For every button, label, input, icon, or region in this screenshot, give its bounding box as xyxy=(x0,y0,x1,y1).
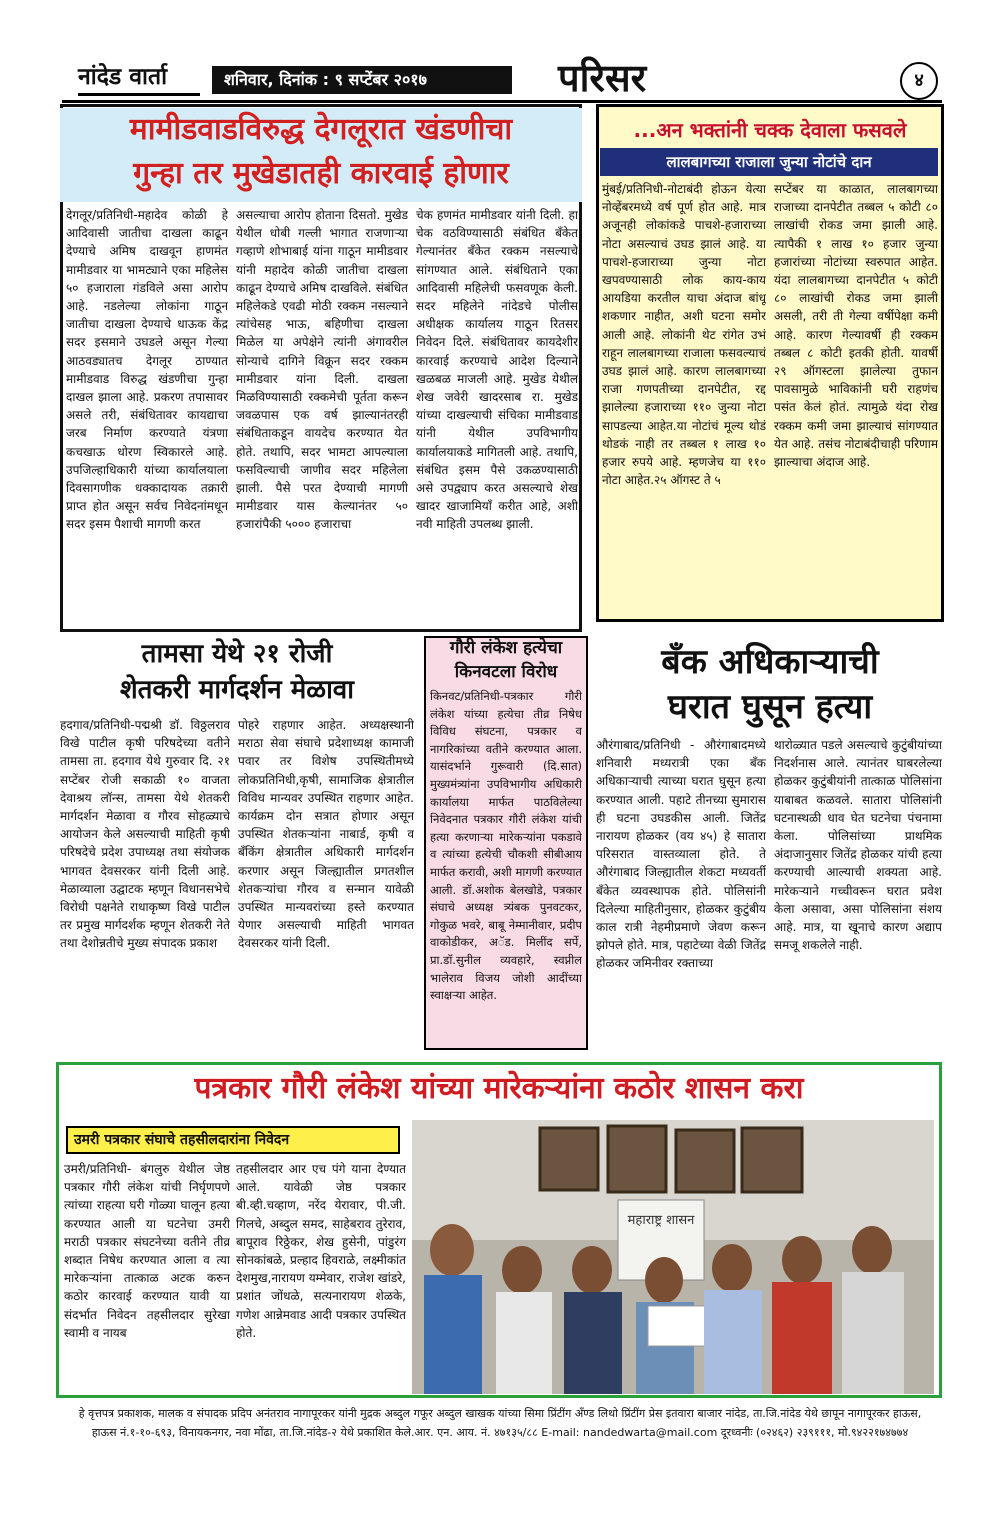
story-mamidwad-col3: चेक हणमंत मामीडवार यांनी दिली. हा चेक वठविण्यासाठी संबंधित बँकेत गेल्यानंतर बँकेत रक्कम नसल्याचे सांगण्यात आले. संबंधिताने एका आदिवासी महिलेची फसवणूक केली. सदर महिलेने नांदेडचे पोलीस अधीक्षक कार्यालय गाठून रितसर निवेदन दिले. संबंधितावर कायदेशीर कारवाई करण्याचे आदेश दिल्याने खळबळ माजली आहे. मुखेड येथील शेख जवेरी खादरसाब रा. मुखेड यांच्या दाखल्याची संचिका मामीडवाड यांनी येथील उपविभागीय कार्यालयाकडे मागितली आहे. तथापि, संबंधित इसम पैसे उकळण्यासाठी असे उपद्व्याप करत असल्याचे शेख खादर खाजामियाँ करीत आहे, अशी नवी माहिती उपलब्ध झाली. xyxy=(416,208,578,532)
headline-line-2: किनवटला विरोध xyxy=(454,662,558,682)
story-tamsa-col2: पोहरे राहणार आहेत. अध्यक्षस्थानी मराठा सेवा संघाचे प्रदेशाध्यक्ष कामाजी पवार तर विशेष उपस्थितीमध्ये लोकप्रतिनिधी,कृषी, सामाजिक क्षेत्रातील विविध मान्यवर उपस्थित राहणार आहेत. कार्यक्रम दोन सत्रात होणार असून उपस्थित शेतकऱ्यांना नाबार्ड, कृषी व बँकिंग क्षेत्रातील अधिकारी मार्गदर्शन करणार असून जिल्ह्यातील प्रगतशील शेतकऱ्यांचा गौरव व सन्मान यावेळी उपस्थित मान्यवरांच्या हस्ते करण्यात येणार असल्याची माहिती भागवत देवसरकर यांनी दिली. xyxy=(238,718,414,951)
headline-line-1: तामसा येथे २१ रोजी xyxy=(141,639,333,669)
story-tamsa-col1: हदगाव/प्रतिनिधी-पद्मश्री डॉ. विठ्ठलराव विखे पाटील कृषी परिषदेच्या वतीने तामसा ता. हदगाव येथे गुरुवार दि. २१ सप्टेंबर रोजी सकाळी १० वाजता देवाश्रय लॉन्स, तामसा येथे शेतकरी मार्गदर्शन मेळावा व गौरव सोहळ्याचे आयोजन केले असल्याची माहिती कृषी परिषदेचे प्रदेश उपाध्यक्ष तथा संयोजक भागवत देवसरकर यांनी दिली आहे. मेळाव्याला उद्घाटक म्हणून विधानसभेचे विरोधी पक्षनेते राधाकृष्ण विखे पाटील तर प्रमुख मार्गदर्शक म्हणून शेतकरी नेते तथा देशोन्नतीचे मुख्य संपादक प्रकाश xyxy=(60,718,230,951)
story-tamsa-headline xyxy=(58,636,416,710)
headline-line-2: गुन्हा तर मुखेडातही कारवाई होणार xyxy=(133,156,509,191)
story-lalbaug-col2: सप्टेंबर या काळात, लालबागच्या राजाच्या दानपेटीत तब्बल ५ कोटी ८० लाखांची रोकड जमा झाली आहे. त्यापैकी १ लाख १० हजार जुन्या हजारांच्या नोटांच्या स्वरुपात आहेत. यंदा लालबागच्या दानपेटीत ५ कोटी ८० लाखांची रोकड जमा झाली असली, तरी ती गेल्या वर्षीपेक्षा कमी आहे. कारण गेल्यावर्षी ही रक्कम तब्बल ८ कोटी इतकी होती. यावर्षी २९ ऑगस्टला झालेल्या तुफान पावसामुळे भाविकांनी घरी राहणंच पसंत केलं होतं. त्यामुळे यंदा रोख रक्कम कमी जमा झाल्याचं सांगण्यात येत आहे. तसंच नोटाबंदीचाही परिणाम झाल्याचा अंदाज आहे. xyxy=(774,182,938,470)
story-kinwat-headline xyxy=(424,636,588,686)
story-mamidwad-headline xyxy=(60,108,582,202)
story-umri-col1: उमरी/प्रतिनिधी- बंगलुरु येथील जेष्ठ पत्रकार गौरी लंकेश यांची निर्घृणपणे त्यांच्या राहत्या घरी गोळ्या घालून हत्या करण्यात आली या घटनेचा उमरी मराठी पत्रकार संघटनेच्या वतीने तीव्र शब्दात निषेध करण्यात आला व त्या मारेकऱ्यांना तात्काळ अटक करुन कठोर कारवाई करण्यात यावी या संदर्भात निवेदन तहसीलदार सुरेखा स्वामी व नायब xyxy=(64,1162,230,1340)
date-bar: शनिवार, दिनांक : ९ सप्टेंबर २०१७ xyxy=(212,66,512,94)
section-title: परिसर xyxy=(558,55,647,100)
headline-line-1: गौरी लंकेश हत्येचा xyxy=(449,638,563,658)
story-umri-col2: तहसीलदार आर एच पंगे याना देण्यात आले. यावेळी जेष्ठ पत्रकार बी.व्ही.चव्हाण, नरेंद येरावार, पी.जी. गिलचे, अब्दुल समद, साहेबराव तुरेराव, बापूराव रिठ्ठेकर, शेख हुसेनी, पांडुरंग सोनकांबळे, प्रल्हाद हिवराळे, लक्ष्मीकांत देशमुख,नारायण यम्मेवार, राजेश खांडरे, प्रशांत जोंधळे, सत्यनारायण शेळके, गणेश आन्नेमवाड आदी पत्रकार उपस्थित होते. xyxy=(236,1162,406,1340)
masthead-name: नांदेड वार्ता xyxy=(78,62,200,96)
story-bank-col2: थारोळ्यात पडले असल्याचे कुटुंबीयांच्या निदर्शनास आले. त्यानंतर घाबरलेल्या होळकर कुटुंबीयांनी तात्काळ पोलिसांना याबाबत कळवले. सातारा पोलिसांनी घटनास्थळी धाव घेत घटनेचा पंचनामा केला. पोलिसांच्या प्राथमिक अंदाजानुसार जितेंद्र होळकर यांची हत्या करण्याची आल्याची शक्यता आहे. मारेकऱ्याने गच्चीवरून घरात प्रवेश केला असावा, असा पोलिसांना संशय आहे. मात्र, या खूनाचे कारण अद्याप समजू शकलेले नाही. xyxy=(774,738,942,953)
imprint-line-2: हाऊस नं.१-१०-६९३, विनायकनगर, नवा मोंढा, ता.जि.नांदेड-२ येथे प्रकाशित केले.आर. एन. आय. नं. ४७१३५/८८ E-mail: nandedwarta@mail.com दूरध्वनीः (०२४६२) २३९१११, मो.९४२२१७४७७४ xyxy=(91,1426,909,1439)
page-number: ४ xyxy=(900,62,938,100)
story-kinwat-body: किनवट/प्रतिनिधी-पत्रकार गौरी लंकेश यांच्या हत्येचा तीव्र निषेध विविध संघटना, पत्रकार व नागरिकांच्या वतीने करण्यात आला. यासंदर्भाने गुरूवारी (दि.सात) मुख्यमंत्र्यांना उपविभागीय अधिकारी कार्यालया मार्फत पाठविलेल्या निवेदनात पत्रकार गौरी लंकेश यांची हत्या करणाऱ्या मारेकऱ्यांना पकडावे व त्यांच्या हत्येची चौकशी सीबीआय मार्फत करावी, अशी मागणी करण्यात आली. डॉ.अशोक बेलखोडे, पत्रकार संघाचे अध्यक्ष त्र्यंबक पुनवटकर, गोकुळ भवरे, बाबू नेम्मानीवार, प्रदीप वाकोडीकर, अॅड. मिलींद सर्पे, प्रा.डॉ.सुनील व्यवहारे, स्वप्नील भालेराव विजय जोशी आदींच्या स्वाक्षऱ्या आहेत. xyxy=(430,689,582,1003)
story-umri-photo xyxy=(412,1120,934,1394)
story-lalbaug-col1: मुंबई/प्रतिनिधी-नोटाबंदी होऊन येत्या नोव्हेंबरमध्ये वर्ष पूर्ण होत आहे. मात्र अजूनही लोकांकडे पाचशे-हजाराच्या नोटा असल्याचं उघड झालं आहे. या पाचशे-हजाराच्या जुन्या नोटा खपवण्यासाठी लोक काय-काय आयडिया करतील याचा अंदाज बांधू शकणार नाहीत, अशी घटना समोर आली आहे. लोकांनी थेट रांगेत उभं राहून लालबागच्या राजाला फसवल्याचं उघड झालं आहे. कारण लालबागच्या राजा गणपतीच्या दानपेटीत, रद्द झालेल्या हजाराच्या ११० जुन्या नोटा सापडल्या आहेत.या नोटांचं मूल्य थोडं थोडकं नाही तर तब्बल १ लाख १० हजार रुपये आहे. म्हणजेच या ११० नोटा आहेत.२५ ऑगस्ट ते ५ xyxy=(602,182,766,488)
story-bank-col1: औरंगाबाद/प्रतिनिधी - औरंगाबादमध्ये शनिवारी मध्यरात्री एका बँक अधिकाऱ्याची त्याच्या घरात घुसून हत्या करण्यात आली. पहाटे तीनच्या सुमारास ही घटना उघडकीस आली. जितेंद्र नारायण होळकर (वय ४५) हे सातारा परिसरात वास्तव्याला होते. ते औरंगाबाद जिल्ह्यातील शेकटा मध्यवर्ती बँकेत व्यवस्थापक होते. पोलिसांनी दिलेल्या माहितीनुसार, होळकर कुटुंबीय काल रात्री नेहमीप्रमाणे जेवण करून झोपले होते. मात्र, पहाटेच्या वेळी जितेंद्र होळकर जमिनीवर रक्ताच्या xyxy=(596,738,766,971)
story-bank-headline xyxy=(596,640,944,732)
headline-line-1: बँक अधिकाऱ्याची xyxy=(661,642,879,682)
story-lalbaug-subhead: लालबागच्या राजाला जुन्या नोटांचे दान xyxy=(600,148,938,176)
header-rule xyxy=(62,100,942,103)
headline-line-1: मामीडवाडविरुद्ध देगलूरात खंडणीचा xyxy=(129,112,513,147)
imprint-footer xyxy=(60,1404,940,1464)
imprint-line-1: हे वृत्तपत्र प्रकाशक, मालक व संपादक प्रदिप अनंतराव नागापूरकर यांनी मुद्रक अब्दुल गफूर अब्दुल खाखक यांच्या सिमा प्रिंटींग अँण्ड लिथो प्रिंटींग प्रेस इतवारा बाजार नांदेड, ता.जि.नांदेड येथे छापून नागापूरकर हाऊस, xyxy=(78,1407,922,1420)
headline-line-2: शेतकरी मार्गदर्शन मेळावा xyxy=(119,675,354,705)
photo-sign-text: महाराष्ट्र शासन xyxy=(627,1213,695,1228)
story-lalbaug-headline: ...अन भक्तांनी चक्क देवाला फसवले xyxy=(633,118,907,142)
story-umri-subhead: उमरी पत्रकार संघाचे तहसीलदारांना निवेदन xyxy=(66,1126,400,1154)
story-mamidwad-col1: देगलूर/प्रतिनिधी-महादेव कोळी हे आदिवासी जातीचा दाखला काढून देण्याचे अमिष दाखवून हाणमंत मामीडवार या भामट्याने एका महिलेस ५० हजाराला गंडविले असा आरोप आहे. नडलेल्या लोकांना गाठून जातीचा दाखला देण्याचे धाऊक केंद्र सदर इसमाने उघडले असून गेल्या आठवड्यातच देगलूर ठाण्यात मामीडवाड विरुद्ध खंडणीचा गुन्हा दाखल झाला आहे. प्रकरण तपासावर असले तरी, संबंधितावर कायद्याचा जरब निर्माण करण्याते यंत्रणा कचखाऊ धोरण स्विकारले आहे. उपजिल्हाधिकारी यांच्या कार्यालयाला दिवसागणीक धक्कादायक तक्रारी प्राप्त होत असून सर्वच निवेदनांमधून सदर इसम पैशाची मागणी करत xyxy=(66,208,228,532)
story-umri-banner: पत्रकार गौरी लंकेश यांच्या मारेकऱ्यांना कठोर शासन करा xyxy=(194,1071,804,1106)
headline-line-2: घरात घुसून हत्या xyxy=(667,687,873,727)
photo-illustration xyxy=(412,1120,934,1394)
story-mamidwad-col2: असल्याचा आरोप होताना दिसतो. मुखेड येथील धोबी गल्ली भागात राजणाऱ्या गव्हाणे शोभाबाई यांना गाठून मामीडवार यांनी महादेव कोळी जातीचा दाखला काढून देण्याचे अमिष दाखविले. संबंधित महिलेकडे एवढी मोठी रक्कम नसल्याने त्यांचेसह भाऊ, बहिणीचा दाखला मिळेल या अपेक्षेने त्यांनी अंगावरील सोन्याचे दागिने विक्रून सदर रक्कम मामीडवार यांना दिली. दाखला मिळविण्यासाठी रक्कमेची पूर्तता करून जवळपास एक वर्ष झाल्यानंतरही संबंधिताकडून वायदेच करण्यात येत होते. तथापि, सदर भामटा आपल्याला फसविल्याची जाणीव सदर महिलेला झाली. पैसे परत देण्याची मागणी मामीडवार यास केल्यानंतर ५० हजारांपैकी ५००० हजाराचा xyxy=(236,208,408,532)
